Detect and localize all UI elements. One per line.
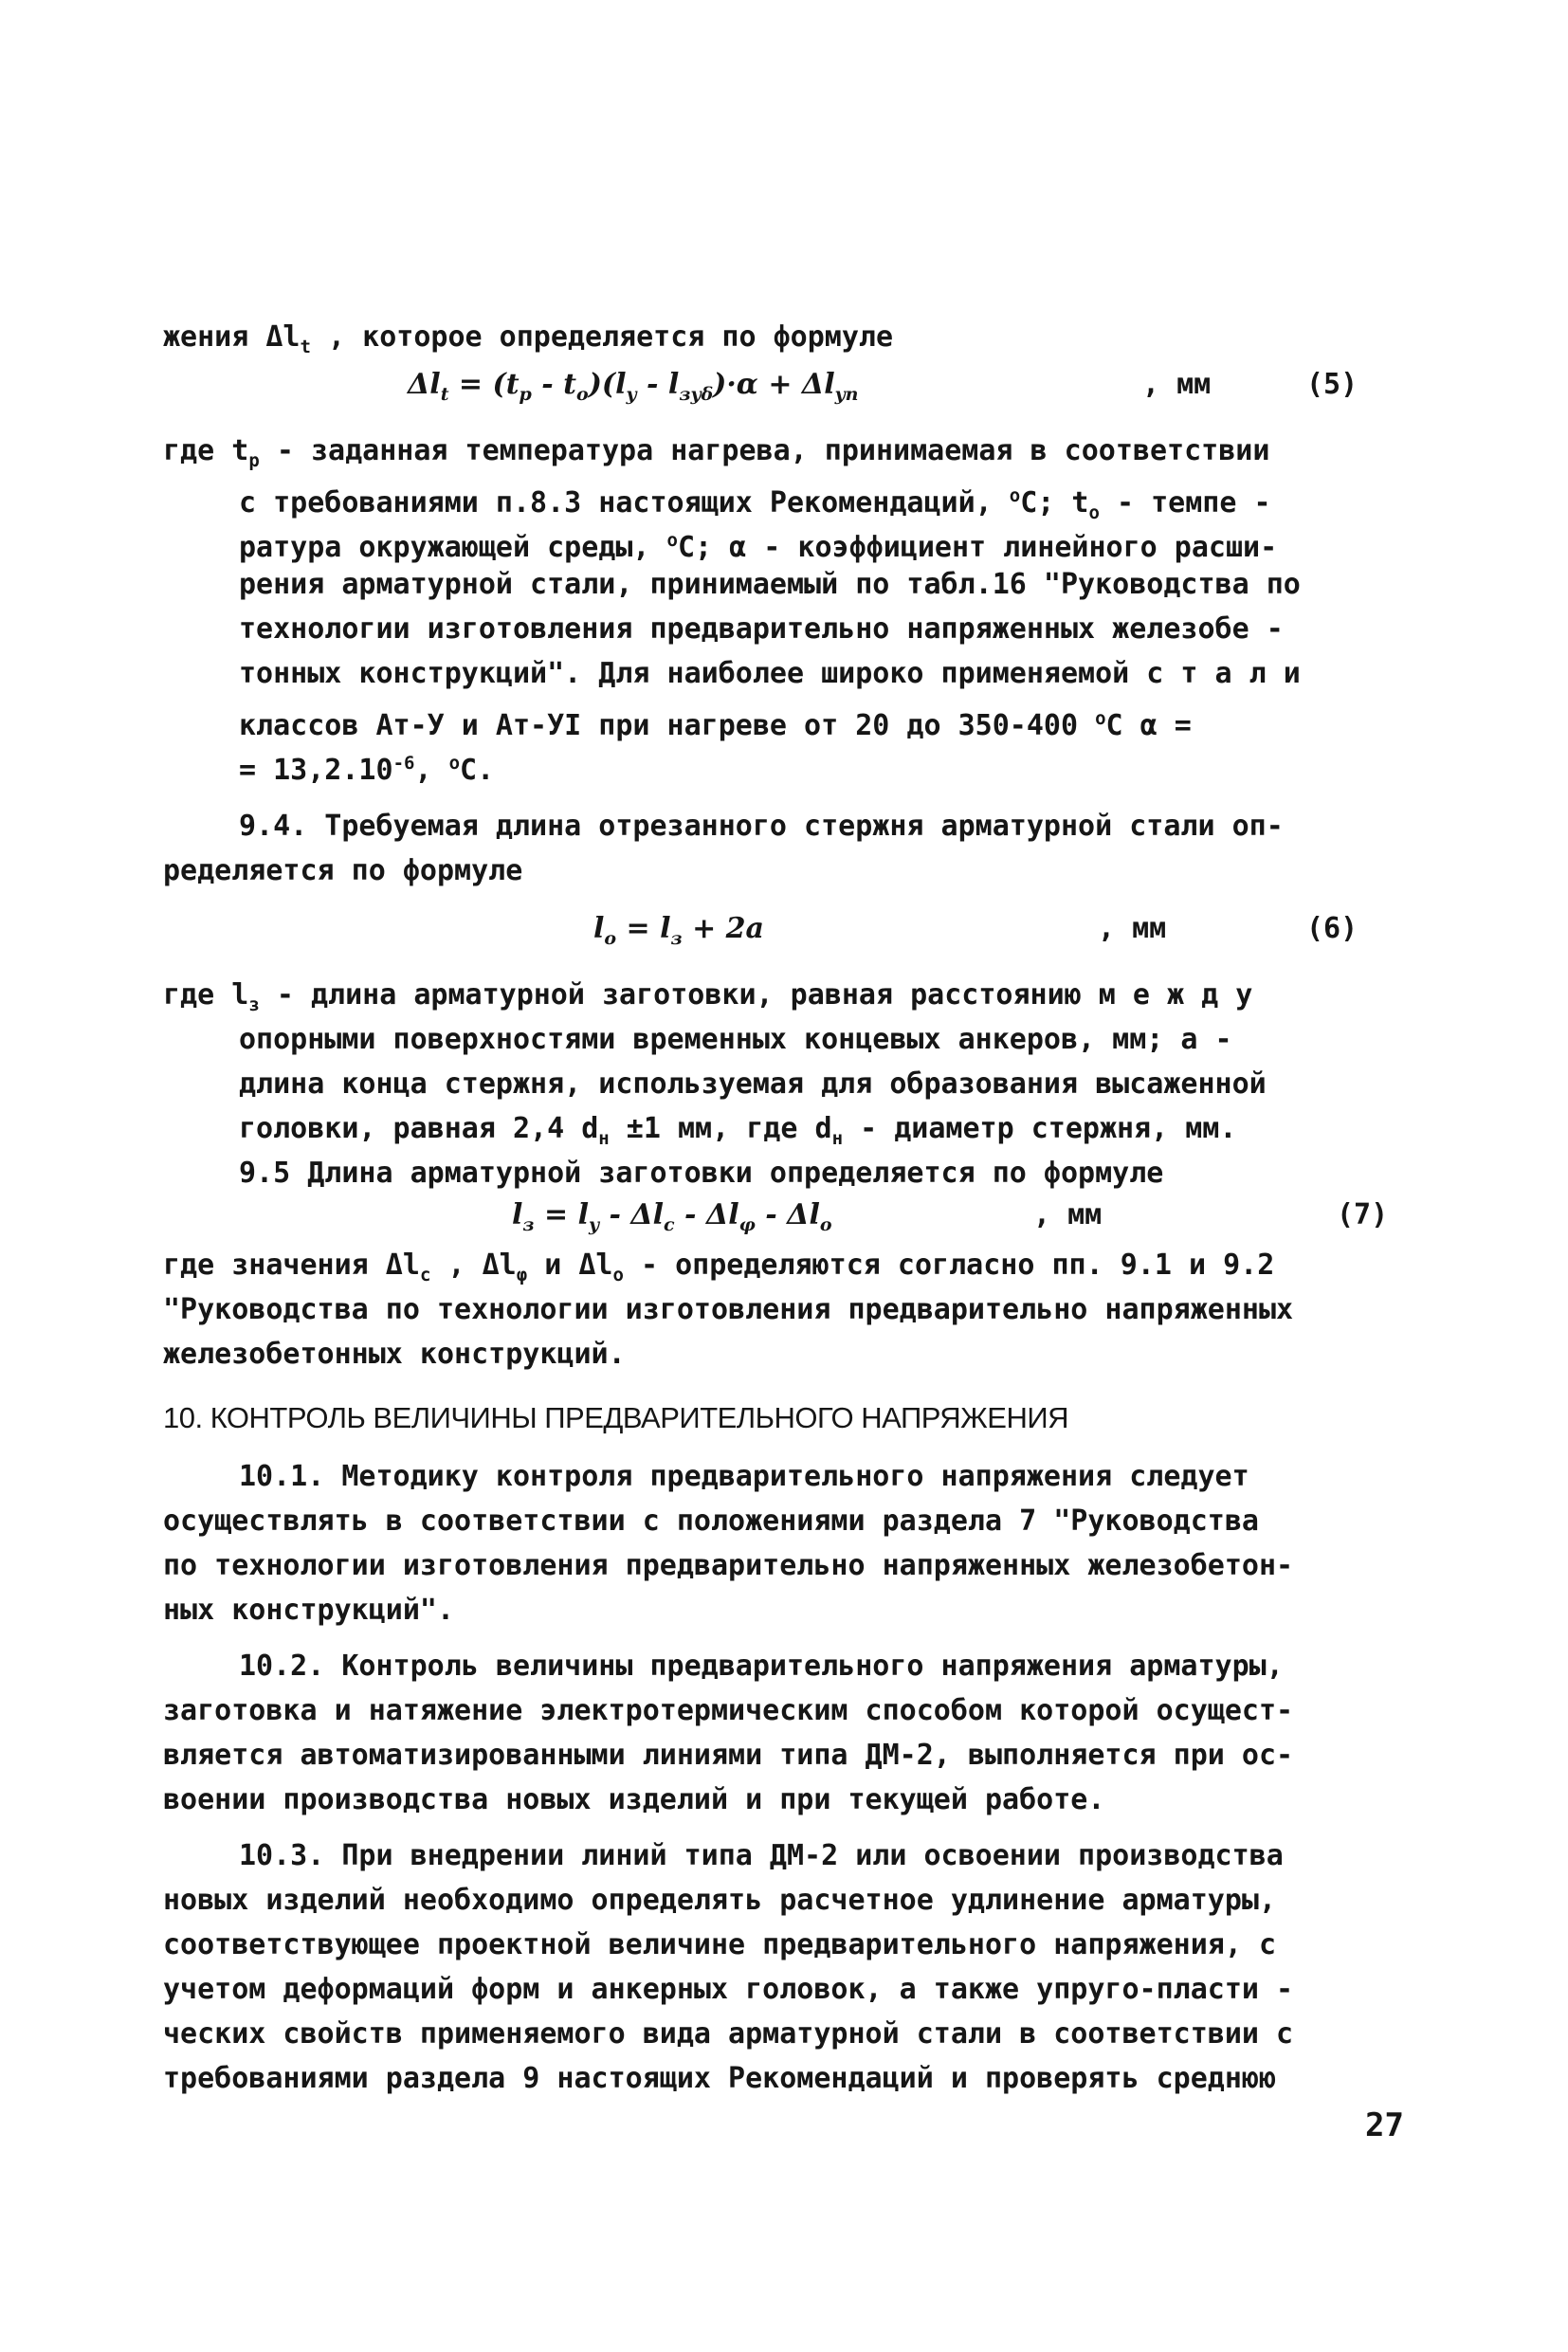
text-line: 9.5 Длина арматурной заготовки определяется по формуле — [239, 1157, 1164, 1190]
text-line: вляется автоматизированными линиями типа ДМ-2, выполняется при ос- — [163, 1739, 1294, 1772]
text-line: соответствующее проектной величине предварительного напряжения, с — [163, 1928, 1276, 1961]
text-line: ных конструкций". — [163, 1594, 455, 1627]
text-line: жения $\Delta l_t$ , которое определяется по формуле — [163, 320, 894, 357]
formula-5-unit: , мм — [1142, 368, 1212, 401]
formula-7-number: (7) — [1337, 1198, 1389, 1231]
page-number: 27 — [1365, 2106, 1404, 2144]
text-line: длина конца стержня, используемая для образования высаженной — [239, 1067, 1267, 1101]
text-line: рения арматурной стали, принимаемый по табл.16 "Руководства по — [239, 568, 1301, 601]
text-line: 9.4. Требуемая длина отрезанного стержня арматурной стали оп- — [239, 810, 1284, 843]
text-line: новых изделий необходимо определять расчетное удлинение арматуры, — [163, 1884, 1276, 1917]
formula-6: $l_o = l_з + 2a$ — [593, 912, 764, 949]
text-line: ратура окружающей среды, $^o$C; α - коэффициент линейного расши- — [239, 530, 1278, 564]
text-line: тонных конструкций". Для наиболее широко применяемой с т а л и — [239, 657, 1301, 690]
text-line: классов Ат-У и Ат-УI при нагреве от 20 до 350-400 $^o$C α = — [239, 708, 1192, 742]
text-line: ределяется по формуле — [163, 854, 523, 887]
text-line: требованиями раздела 9 настоящих Рекомендаций и проверять среднюю — [163, 2062, 1276, 2095]
text-line: заготовка и натяжение электротермическим способом которой осущест- — [163, 1694, 1294, 1727]
text-line: = $13,2.10^{-6}$, $^o$C. — [239, 753, 495, 787]
formula-6-number: (6) — [1306, 912, 1358, 945]
formula-5: $\Delta l_t = (t_p - t_o)(l_y - l_{зy\delta})\cdot\alpha + \Delta l_{yn}$ — [408, 368, 859, 405]
formula-7: $l_з = l_y - \Delta l_c - \Delta l_\varphi - \Delta l_o$ — [512, 1198, 832, 1235]
text-line: технологии изготовления предварительно напряженных железобе - — [239, 612, 1284, 646]
text-line: 10.3. При внедрении линий типа ДМ-2 или освоении производства — [239, 1839, 1284, 1872]
text-line: "Руководства по технологии изготовления предварительно напряженных — [163, 1293, 1294, 1326]
text-line: где значения $\Delta l_c$ , $\Delta l_\varphi$ и $\Delta l_o$ - определяются согласно пп. 9.1 и 9.2 — [163, 1249, 1275, 1285]
text-line: по технологии изготовления предварительно напряженных железобетон- — [163, 1549, 1294, 1582]
text-line: ческих свойств применяемого вида арматурной стали в соответствии с — [163, 2017, 1294, 2051]
text-line: где $l_з$ - длина арматурной заготовки, равная расстоянию м е ж д у — [163, 978, 1253, 1015]
text-line: головки, равная 2,4 $d_н \pm 1$ мм, где $d_н$ - диаметр стержня, мм. — [239, 1112, 1237, 1149]
formula-7-unit: , мм — [1033, 1198, 1103, 1231]
text-line: 10.2. Контроль величины предварительного напряжения арматуры, — [239, 1650, 1284, 1683]
text-line: учетом деформаций форм и анкерных головок, а также упруго-пласти - — [163, 1973, 1294, 2006]
text-line: воении производства новых изделий и при текущей работе. — [163, 1783, 1105, 1816]
formula-5-number: (5) — [1306, 368, 1358, 401]
text-line: опорными поверхностями временных концевых анкеров, мм; a - — [239, 1023, 1232, 1056]
section-heading: 10. КОНТРОЛЬ ВЕЛИЧИНЫ ПРЕДВАРИТЕЛЬНОГО НАПРЯЖЕНИЯ — [163, 1401, 1068, 1434]
text-line: железобетонных конструкций. — [163, 1338, 626, 1371]
text-line: 10.1. Методику контроля предварительного напряжения следует — [239, 1460, 1249, 1493]
text-line: с требованиями п.8.3 настоящих Рекомендаций, $^o$C; $t_o$ - темпе - — [239, 485, 1271, 523]
formula-6-unit: , мм — [1098, 912, 1167, 945]
text-line: осуществлять в соответствии с положениями раздела 7 "Руководства — [163, 1504, 1259, 1538]
text-line: где $t_p$ - заданная температура нагрева, принимаемая в соответствии — [163, 434, 1270, 471]
